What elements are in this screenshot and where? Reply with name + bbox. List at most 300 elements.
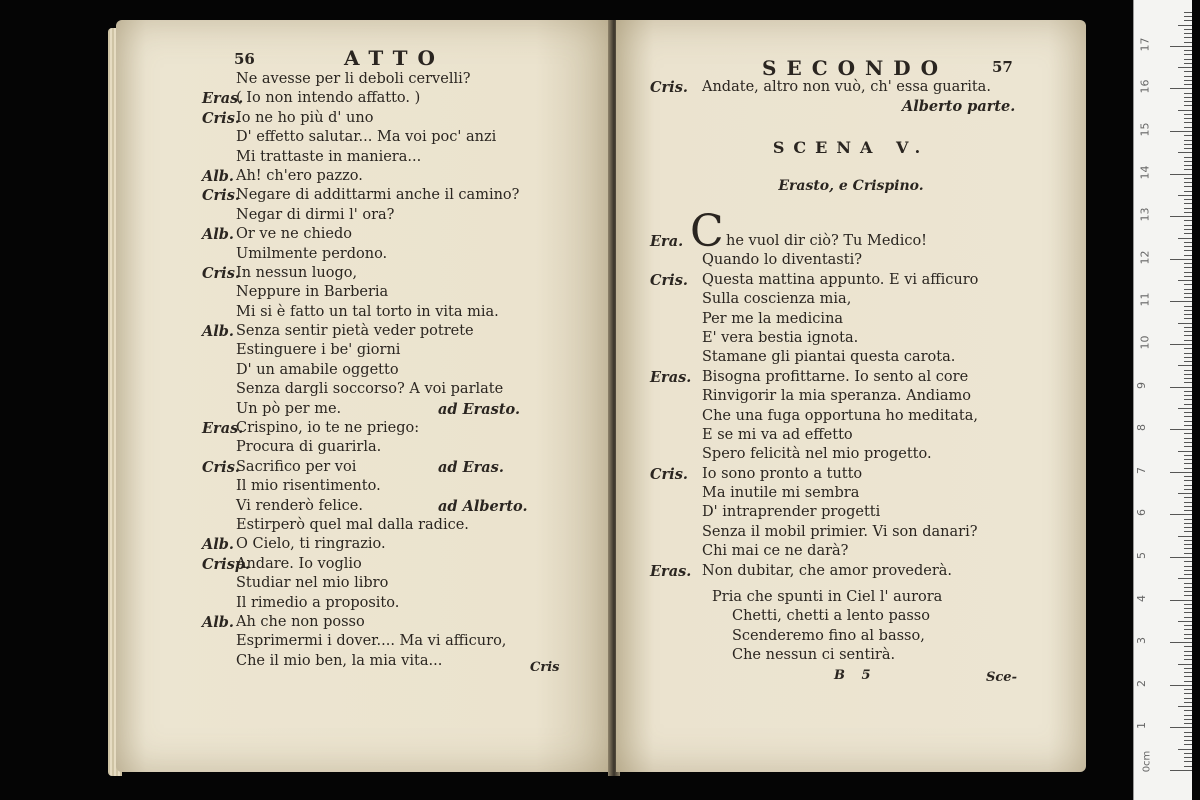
ruler-tick (1178, 536, 1192, 537)
speaker-label: Cris. (650, 465, 688, 483)
ruler-tick (1184, 229, 1192, 230)
line-text: Mi si è fatto un tal torto in vita mia. (236, 303, 499, 320)
ruler-tick (1184, 757, 1192, 758)
ruler-tick (1184, 105, 1192, 106)
speaker-label: Eras. (202, 90, 244, 108)
speaker-label: Alb. (202, 167, 234, 185)
line-text: Neppure in Barberia (236, 284, 389, 301)
line-text: Stamane gli piantai questa carota. (702, 349, 956, 366)
line-text: Ma inutile mi sembra (702, 485, 860, 502)
ruler-tick (1184, 761, 1192, 762)
text-line (202, 109, 602, 128)
ruler-tick (1170, 387, 1192, 388)
ruler-tick (1184, 480, 1192, 481)
ruler-tick (1184, 37, 1192, 38)
line-text: he vuol dir ciò? Tu Medico! (726, 233, 928, 249)
ruler-tick (1178, 195, 1192, 196)
ruler-tick (1184, 284, 1192, 285)
right-text-block (650, 206, 1070, 581)
ruler-tick (1184, 186, 1192, 187)
text-line (202, 186, 602, 205)
text-line (650, 329, 1070, 348)
ruler-number: 6 (1135, 509, 1148, 517)
ruler-tick (1184, 212, 1192, 213)
ruler-tick (1184, 455, 1192, 456)
speaker-label: Eras. (650, 562, 692, 580)
text-line (202, 400, 602, 419)
line-text: In nessun luogo, (236, 264, 358, 281)
signature-mark: B 5 (834, 668, 877, 683)
text-line (202, 70, 602, 89)
ruler-tick (1184, 634, 1192, 635)
ruler-tick (1170, 429, 1192, 430)
ruler-tick (1178, 408, 1192, 409)
text-line (650, 465, 1070, 484)
ruler-tick (1184, 370, 1192, 371)
speaker-label: Alb. (202, 536, 234, 554)
ruler-tick (1184, 59, 1192, 60)
line-text: Un pò per me. (236, 400, 342, 417)
ruler-tick (1184, 161, 1192, 162)
ruler-tick (1184, 33, 1192, 34)
line-text: Andate, altro non vuò, ch' essa guarita. (702, 79, 991, 95)
right-running-header: SECONDO (762, 56, 949, 80)
ruler-tick (1184, 157, 1192, 158)
text-line (650, 78, 1070, 97)
line-text: Il mio risentimento. (236, 478, 381, 495)
line-text: Che una fuga opportuna ho meditata, (702, 407, 978, 424)
ruler-tick (1184, 395, 1192, 396)
ruler-number: 9 (1135, 381, 1148, 389)
line-text: Ne avesse per li deboli cervelli? (236, 71, 471, 87)
ruler-tick (1184, 698, 1192, 699)
text-line (650, 407, 1070, 426)
line-text: E se mi va ad effetto (702, 426, 853, 443)
ruler-tick (1184, 276, 1192, 277)
line-text: Sulla coscienza mia, (702, 291, 852, 308)
ruler-tick (1184, 148, 1192, 149)
text-line (650, 206, 1070, 257)
ruler-tick (1184, 297, 1192, 298)
ruler-tick (1184, 118, 1192, 119)
ruler-tick (1184, 702, 1192, 703)
ruler-tick (1184, 29, 1192, 30)
stage-direction: ad Erasto. (438, 400, 520, 418)
ruler-tick (1178, 706, 1192, 707)
scene-title: SCENA V. (772, 138, 930, 157)
line-text: Procura di guarirla. (236, 439, 382, 456)
ruler-tick (1184, 753, 1192, 754)
ruler-tick (1170, 88, 1192, 89)
speaker-label: Alb. (202, 226, 234, 244)
ruler-tick (1184, 570, 1192, 571)
speaker-label: Cris. (202, 264, 240, 282)
ruler-tick (1184, 736, 1192, 737)
ruler-tick (1184, 310, 1192, 311)
ruler-tick (1184, 689, 1192, 690)
ruler-tick (1184, 510, 1192, 511)
ruler-tick (1184, 135, 1192, 136)
ruler-tick (1178, 578, 1192, 579)
right-catchword: Sce- (986, 670, 1017, 685)
text-line (202, 167, 602, 186)
line-text: ( Io non intendo affatto. ) (236, 90, 421, 107)
ruler-tick (1184, 523, 1192, 524)
text-line (650, 348, 1070, 367)
ruler-tick (1184, 348, 1192, 349)
ruler-tick (1184, 101, 1192, 102)
ruler-number: 13 (1138, 207, 1152, 222)
drop-cap: C (690, 206, 724, 257)
line-text: Non dubitar, che amor provederà. (702, 562, 953, 579)
line-text: Mi trattaste in maniera... (236, 148, 422, 165)
ruler-tick (1184, 140, 1192, 141)
ruler-tick (1178, 25, 1192, 26)
ruler-tick (1178, 749, 1192, 750)
text-line (202, 89, 602, 108)
ruler-tick (1184, 353, 1192, 354)
ruler-tick (1184, 378, 1192, 379)
text-line (202, 245, 602, 264)
text-line (650, 251, 1070, 270)
ruler-tick (1184, 272, 1192, 273)
ruler-tick (1178, 67, 1192, 68)
ruler-tick (1184, 225, 1192, 226)
line-text: Ah che non posso (236, 613, 365, 630)
text-line (202, 535, 602, 554)
stage-direction: Alberto parte. (902, 98, 1016, 116)
text-line (202, 458, 602, 477)
left-catchword: Cris (530, 660, 560, 675)
line-text: Negar di dirmi l' ora? (236, 206, 395, 223)
line-text: Rinvigorir la mia speranza. Andiamo (702, 388, 971, 405)
line-text: Estirperò quel mal dalla radice. (236, 516, 469, 533)
line-text: Spero felicità nel mio progetto. (702, 446, 932, 463)
stage-direction: ad Eras. (438, 458, 504, 476)
ruler-number: 16 (1138, 79, 1152, 94)
text-line (650, 290, 1070, 309)
ruler-number: 11 (1138, 292, 1152, 307)
ruler-tick (1184, 122, 1192, 123)
ruler-tick (1184, 361, 1192, 362)
ruler-tick (1178, 451, 1192, 452)
ruler-tick (1184, 54, 1192, 55)
ruler-number: 5 (1135, 552, 1148, 559)
ruler-tick (1184, 651, 1192, 652)
ruler-tick (1184, 489, 1192, 490)
ruler-tick (1184, 191, 1192, 192)
text-line (202, 574, 602, 593)
ruler-tick (1170, 216, 1192, 217)
line-text: D' un amabile oggetto (236, 361, 399, 378)
ruler-tick (1170, 174, 1192, 175)
ruler-tick (1184, 114, 1192, 115)
ruler-tick (1184, 506, 1192, 507)
ruler-tick (1184, 404, 1192, 405)
ruler-number: 12 (1138, 250, 1152, 265)
ruler-tick (1178, 152, 1192, 153)
verse-text: Scenderemo fino al basso, (732, 627, 925, 644)
verse-line (712, 607, 1052, 626)
ruler-tick (1184, 595, 1192, 596)
text-line (202, 128, 602, 147)
text-line (202, 303, 602, 322)
stage-direction: ad Alberto. (438, 497, 528, 515)
text-line (650, 97, 1070, 116)
ruler-tick (1170, 131, 1192, 132)
ruler-tick (1184, 612, 1192, 613)
ruler-tick (1178, 280, 1192, 281)
left-text-block (202, 70, 602, 671)
text-line (650, 368, 1070, 387)
ruler-tick (1184, 267, 1192, 268)
ruler-tick (1184, 97, 1192, 98)
verse-text: Pria che spunti in Ciel l' aurora (712, 589, 943, 605)
line-text: O Cielo, ti ringrazio. (236, 536, 386, 553)
text-line (202, 594, 602, 613)
text-line (650, 445, 1070, 464)
ruler-tick (1184, 519, 1192, 520)
ruler-tick (1184, 178, 1192, 179)
ruler-tick (1170, 770, 1192, 771)
ruler-tick (1184, 719, 1192, 720)
ruler-tick (1184, 327, 1192, 328)
line-text: Senza sentir pietà veder potrete (236, 323, 474, 340)
ruler-tick (1184, 459, 1192, 460)
ruler-tick (1184, 165, 1192, 166)
ruler-tick (1184, 693, 1192, 694)
ruler-tick (1184, 263, 1192, 264)
ruler-tick (1184, 740, 1192, 741)
ruler-tick (1184, 50, 1192, 51)
ruler-tick (1184, 399, 1192, 400)
line-text: Bisogna profittarne. Io sento al core (702, 368, 969, 385)
ruler-tick (1184, 318, 1192, 319)
ruler-tick (1184, 93, 1192, 94)
ruler-tick (1184, 127, 1192, 128)
line-text: D' effetto salutar... Ma voi poc' anzi (236, 129, 497, 146)
ruler-tick (1184, 604, 1192, 605)
ruler-tick (1184, 71, 1192, 72)
ruler-tick (1184, 446, 1192, 447)
text-line (650, 503, 1070, 522)
ruler-tick (1184, 723, 1192, 724)
ruler-tick (1184, 169, 1192, 170)
text-line (650, 542, 1070, 561)
ruler-tick (1184, 608, 1192, 609)
ruler-tick (1184, 335, 1192, 336)
ruler-tick (1178, 664, 1192, 665)
ruler-tick (1184, 548, 1192, 549)
ruler-tick (1184, 208, 1192, 209)
ruler-number: 7 (1135, 466, 1148, 474)
ruler-tick (1184, 306, 1192, 307)
ruler-tick (1170, 685, 1192, 686)
ruler-tick (1184, 144, 1192, 145)
line-text: Studiar nel mio libro (236, 575, 389, 592)
ruler-tick (1170, 259, 1192, 260)
ruler-tick (1184, 80, 1192, 81)
text-line (202, 438, 602, 457)
ruler-tick (1184, 646, 1192, 647)
ruler-tick (1178, 238, 1192, 239)
ruler-tick (1184, 668, 1192, 669)
ruler-tick (1184, 340, 1192, 341)
verse-line (712, 588, 1052, 607)
line-text: Crispino, io te ne priego: (236, 420, 420, 437)
text-line (650, 562, 1070, 581)
ruler-tick (1184, 357, 1192, 358)
right-page-number: 57 (992, 58, 1013, 76)
ruler-tick (1184, 20, 1192, 21)
ruler-tick (1184, 553, 1192, 554)
ruler-tick (1184, 561, 1192, 562)
ruler-tick (1184, 76, 1192, 77)
ruler-tick (1184, 242, 1192, 243)
text-line (202, 555, 602, 574)
ruler-tick (1184, 463, 1192, 464)
ruler-tick (1184, 382, 1192, 383)
speaker-label: Cris. (650, 271, 688, 289)
line-text: Estinguere i be' giorni (236, 342, 401, 359)
ruler-number: 8 (1135, 424, 1148, 432)
ruler-tick (1170, 557, 1192, 558)
right-verse-block (712, 588, 1052, 666)
ruler-tick (1184, 676, 1192, 677)
ruler-tick (1178, 493, 1192, 494)
ruler-tick (1184, 433, 1192, 434)
text-line (202, 419, 602, 438)
ruler-tick (1184, 42, 1192, 43)
text-line (202, 497, 602, 516)
ruler-tick (1170, 472, 1192, 473)
left-running-header: ATTO (344, 46, 445, 70)
ruler-tick (1184, 732, 1192, 733)
ruler-number: 14 (1138, 165, 1152, 180)
ruler-tick (1184, 412, 1192, 413)
line-text: Negare di addittarmi anche il camino? (236, 187, 520, 204)
line-text: Ah! ch'ero pazzo. (236, 167, 363, 184)
text-line (202, 632, 602, 651)
text-line (202, 380, 602, 399)
ruler-tick (1184, 502, 1192, 503)
text-line (202, 322, 602, 341)
ruler-tick (1184, 574, 1192, 575)
text-line (202, 516, 602, 535)
ruler-tick (1184, 314, 1192, 315)
text-line (202, 477, 602, 496)
text-line (202, 283, 602, 302)
ruler-tick (1184, 527, 1192, 528)
line-text: D' intraprender progetti (702, 504, 881, 521)
ruler-tick (1184, 391, 1192, 392)
ruler-tick (1184, 220, 1192, 221)
ruler-number: 3 (1135, 637, 1148, 645)
ruler-number: 15 (1138, 122, 1152, 137)
ruler-tick (1184, 468, 1192, 469)
ruler-number: 4 (1135, 594, 1148, 602)
ruler-tick (1184, 766, 1192, 767)
verse-text: Che nessun ci sentirà. (732, 647, 896, 664)
ruler-number: 10 (1138, 335, 1152, 350)
ruler-tick (1170, 642, 1192, 643)
ruler-tick (1184, 182, 1192, 183)
ruler-tick (1184, 246, 1192, 247)
line-text: Chi mai ce ne darà? (702, 543, 849, 560)
ruler-tick (1170, 514, 1192, 515)
ruler-tick (1184, 293, 1192, 294)
right-page (616, 20, 1086, 772)
text-line (202, 206, 602, 225)
line-text: Senza dargli soccorso? A voi parlate (236, 381, 504, 398)
ruler-unit-label: 0cm (1141, 750, 1153, 773)
text-line (650, 484, 1070, 503)
line-text: Vi renderò felice. (236, 497, 363, 514)
text-line (650, 426, 1070, 445)
verse-line (712, 627, 1052, 646)
line-text: E' vera bestia ignota. (702, 329, 859, 346)
ruler-tick (1184, 84, 1192, 85)
text-line (202, 264, 602, 283)
ruler-tick (1184, 629, 1192, 630)
ruler-tick (1184, 710, 1192, 711)
line-text: Or ve ne chiedo (236, 226, 353, 243)
ruler-tick (1184, 544, 1192, 545)
text-line (650, 523, 1070, 542)
ruler-tick (1178, 110, 1192, 111)
ruler-tick (1184, 587, 1192, 588)
speaker-label: Era. (650, 233, 684, 250)
right-top-text (650, 78, 1070, 117)
ruler-tick (1184, 659, 1192, 660)
line-text: Io ne ho più d' uno (236, 109, 374, 126)
line-text: Umilmente perdono. (236, 245, 388, 262)
ruler-tick (1184, 199, 1192, 200)
scene-persons: Erasto, e Crispino. (778, 178, 924, 194)
text-line (650, 387, 1070, 406)
text-line (650, 271, 1070, 290)
text-line (202, 148, 602, 167)
speaker-label: Cris. (202, 109, 240, 127)
ruler-number: 2 (1135, 679, 1148, 687)
speaker-label: Cris. (650, 79, 688, 96)
ruler-tick (1184, 331, 1192, 332)
ruler-tick (1184, 442, 1192, 443)
line-text: Andare. Io voglio (236, 555, 362, 572)
left-page-number: 56 (234, 50, 255, 68)
ruler-tick (1184, 416, 1192, 417)
ruler-tick (1184, 374, 1192, 375)
line-text: Senza il mobil primier. Vi son danari? (702, 523, 978, 540)
text-line (202, 613, 602, 632)
speaker-label: Crisp. (202, 555, 251, 573)
text-line (202, 225, 602, 244)
ruler-tick (1178, 323, 1192, 324)
verse-text: Chetti, chetti a lento passo (732, 608, 930, 625)
line-text: Quando lo diventasti? (702, 252, 862, 269)
text-line (202, 361, 602, 380)
line-text: Io sono pronto a tutto (702, 465, 863, 482)
ruler-tick (1184, 425, 1192, 426)
ruler-tick (1184, 476, 1192, 477)
ruler-tick (1170, 600, 1192, 601)
ruler-number: 1 (1135, 722, 1148, 730)
open-book (108, 20, 1093, 782)
verse-line (712, 646, 1052, 665)
ruler-tick (1184, 531, 1192, 532)
speaker-label: Alb. (202, 613, 234, 631)
ruler-tick (1170, 46, 1192, 47)
